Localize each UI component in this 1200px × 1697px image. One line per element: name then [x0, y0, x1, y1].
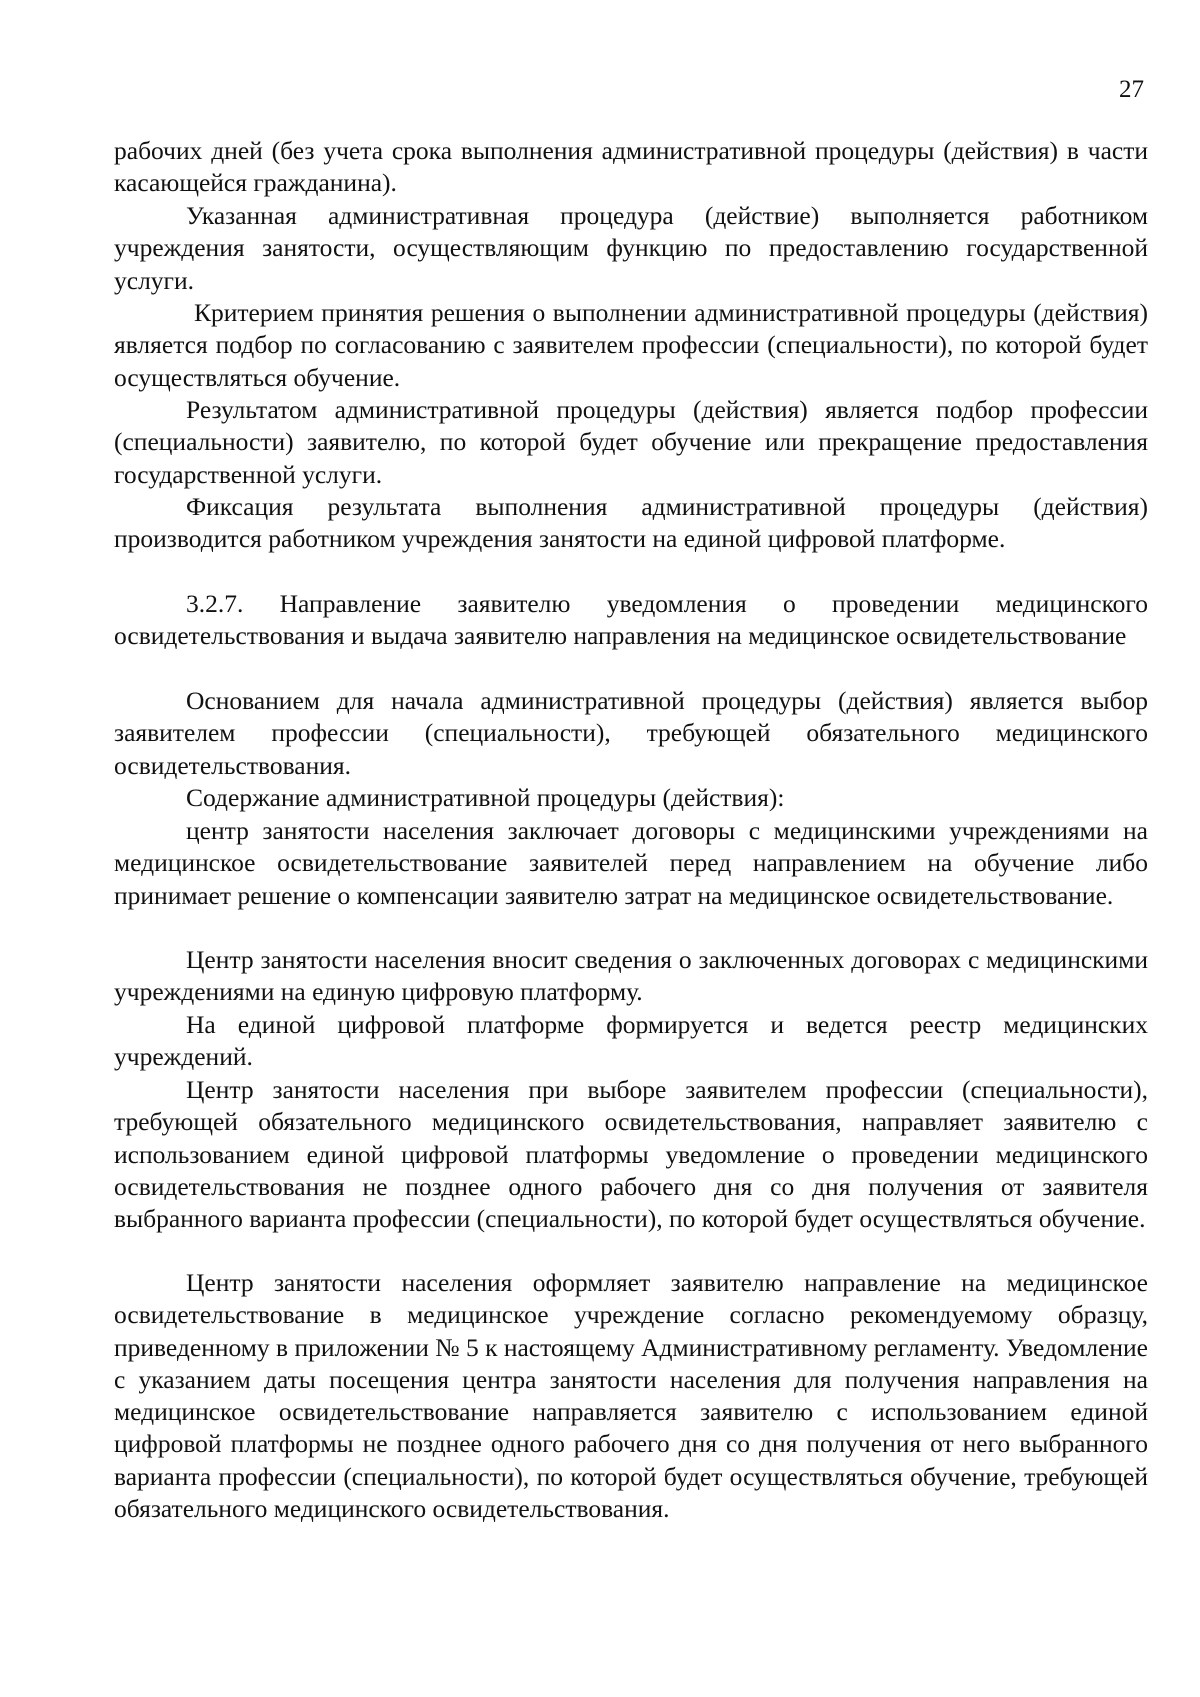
- paragraph-referral: Центр занятости населения оформляет заявителю направление на медицинское освидетельствование в медицинское учреждение согласно рекомендуемому образцу, приведенному в приложении № 5 к настоящему Административному регламенту. Уведомление с указанием даты посещения центра занятости населения для получения направления на медицинское освидетельствование направляется заявителю с использованием единой цифровой платформы не позднее одного рабочего дня со дня получения от него выбранного варианта профессии (специальности), по которой будет осуществляться обучение, требующей обязательного медицинского освидетельствования.: [114, 1268, 1148, 1524]
- paragraph-basis: Основанием для начала административной процедуры (действия) является выбор заявителем профессии (специальности), требующей обязательного медицинского освидетельствования.: [114, 686, 1148, 780]
- paragraph-notification: Центр занятости населения при выборе заявителем профессии (специальности), требующей обязательного медицинского освидетельствования, направляет заявителю с использованием единой цифровой платформы уведомление о проведении медицинского освидетельствования не позднее одного рабочего дня со дня получения от заявителя выбранного варианта профессии (специальности), по которой будет осуществляться обучение.: [114, 1075, 1148, 1234]
- paragraph-contract-info: Центр занятости населения вносит сведения о заключенных договорах с медицинскими учреждениями на единую цифровую платформу.: [114, 945, 1148, 1007]
- paragraph-performer: Указанная административная процедура (действие) выполняется работником учреждения занятости, осуществляющим функцию по предоставлению государственной услуги.: [114, 201, 1148, 295]
- paragraph-continuation: рабочих дней (без учета срока выполнения административной процедуры (действия) в части касающейся гражданина).: [114, 136, 1148, 198]
- paragraph-result: Результатом административной процедуры (действия) является подбор профессии (специальности) заявителю, по которой будет обучение или прекращение предоставления государственной услуги.: [114, 395, 1148, 489]
- page-number: 27: [1119, 76, 1144, 103]
- paragraph-contracts: центр занятости населения заключает договоры с медицинскими учреждениями на медицинское освидетельствование заявителей перед направлением на обучение либо принимает решение о компенсации заявителю затрат на медицинское освидетельствование.: [114, 816, 1148, 910]
- paragraph-decision-criterion: Критерием принятия решения о выполнении административной процедуры (действия) является подбор по согласованию с заявителем профессии (специальности), по которой будет осуществляться обучение.: [114, 298, 1148, 392]
- paragraph-result-fixation: Фиксация результата выполнения административной процедуры (действия) производится работником учреждения занятости на единой цифровой платформе.: [114, 492, 1148, 554]
- section-heading-3-2-7: 3.2.7. Направление заявителю уведомления о проведении медицинского освидетельствования и выдача заявителю направления на медицинское освидетельствование: [114, 589, 1148, 651]
- paragraph-registry: На единой цифровой платформе формируется и ведется реестр медицинских учреждений.: [114, 1010, 1148, 1072]
- paragraph-content-intro: Содержание административной процедуры (действия):: [186, 783, 785, 812]
